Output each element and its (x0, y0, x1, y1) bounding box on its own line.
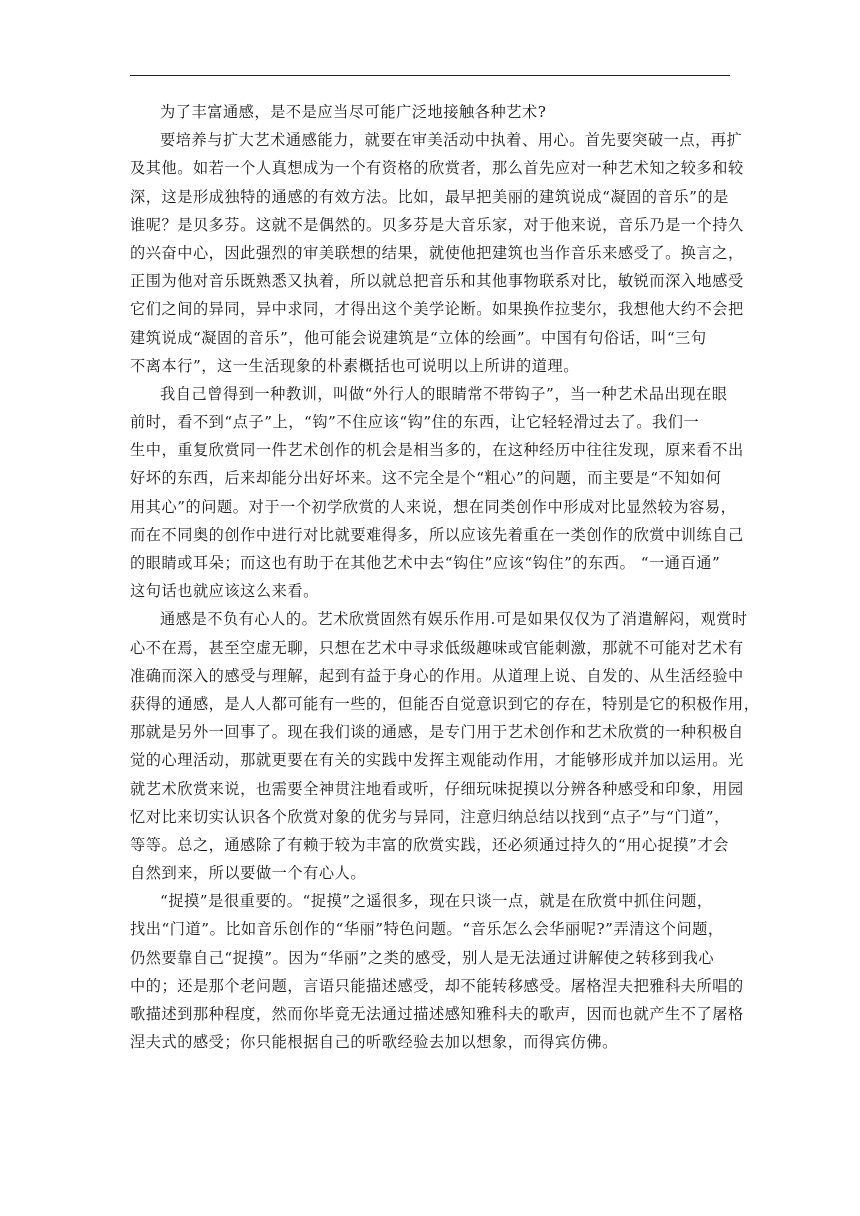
text-line: 涅夫式的感受；你只能根据自己的听歌经验去加以想象，而得宾仿佛。 (130, 1033, 618, 1052)
text-line: 就艺术欣赏来说，也需要全神贯注地看或听，仔细玩味捉摸以分辨各种感受和印象，用园 (130, 779, 744, 798)
text-line: 用其心”的问题。对于一个初学欣赏的人来说，想在同类创作中形成对比显然较为容易， (130, 497, 737, 516)
text-line: 觉的心理活动，那就更要在有关的实践中发挥主观能动作用，才能够形成并加以运用。光 (130, 751, 744, 770)
text-line: 的眼睛或耳朵；而这也有助于在其他艺术中去“钩住”应该“钩住”的东西。 “一通百通” (130, 554, 721, 572)
text-line: 获得的通感，是人人都可能有一些的，但能否自觉意识到它的存在，特别是它的积极作用， (130, 694, 760, 713)
text-line: 歌描述到那种程度，然而你毕竟无法通过描述感知雅科夫的歌声，因而也就产生不了屠格 (130, 1005, 744, 1023)
document-body (130, 98, 760, 1056)
text-line: 建筑说成“凝固的音乐”，他可能会说建筑是“立体的绘画”。中国有句俗话，叫“三句 (130, 328, 707, 347)
text-line: 好坏的东西，后来却能分出好坏来。这不完全是个“粗心”的问题，而主要是“不知如何 (130, 469, 722, 488)
text-line: 那就是另外一回事了。现在我们谈的通感，是专门用于艺术创作和艺术欣赏的一种积极自 (130, 723, 744, 742)
text-line: 等等。总之，通感除了有赖于较为丰富的欣赏实践，还必须通过持久的“用心捉摸”才会 (130, 835, 729, 854)
header-rule (130, 75, 730, 76)
text-line: 及其他。如若一个人真想成为一个有资格的欣赏者，那么首先应对一种艺术知之较多和较 (130, 159, 744, 178)
text-line: 的兴奋中心，因此强烈的审美联想的结果，就使他把建筑也当作音乐来感受了。换言之， (130, 243, 744, 262)
text-line: 心不在焉，甚至空虚无聊，只想在艺术中寻求低级趣味或官能刺激，那就不可能对艺术有 (130, 638, 744, 657)
text-line: 忆对比来切实认识各个欣赏对象的优劣与异同，注意归纳总结以找到“点子”与“门道”， (130, 807, 730, 826)
text-line: 要培养与扩大艺术通感能力，就要在审美活动中执着、用心。首先要突破一点，再扩 (160, 131, 743, 150)
text-line: 中的；还是那个老问题，言语只能描述感受，却不能转移感受。屠格涅夫把雅科夫所唱的 (130, 976, 744, 995)
paragraph (130, 98, 740, 126)
text-line: 找出“门道”。比如音乐创作的“华丽”特色问题。“音乐怎么会华丽呢?”弄清这个问题， (130, 920, 724, 939)
text-line: 而在不同奥的创作中进行对比就要难得多，所以应该先着重在一类创作的欣赏中训练自己 (130, 525, 744, 544)
paragraph (130, 126, 744, 380)
text-line: 为了丰富通感，是不是应当尽可能广泛地接触各种艺术? (160, 103, 547, 121)
paragraph (130, 605, 760, 887)
paragraph (130, 380, 744, 606)
text-line: 前时，看不到“点子”上，“钩”不住应该“钩”住的东西，让它轻轻滑过去了。我们一 (130, 413, 700, 432)
text-line: 仍然要靠自己“捉摸”。因为“华丽”之类的感受，别人是无法通过讲解使之转移到我心 (130, 948, 715, 967)
text-line: 正围为他对音乐既熟悉又执着，所以就总把音乐和其他事物联系对比，敏锐而深入地感受 (130, 272, 744, 291)
text-line: 自然到来，所以要做一个有心人。 (130, 864, 367, 883)
text-line: 谁呢？是贝多芬。这就不是偶然的。贝多芬是大音乐家，对于他来说，音乐乃是一个持久 (130, 215, 744, 234)
text-line: 准确而深入的感受与理解，起到有益于身心的作用。从道理上说、自发的、从生活经验中 (130, 666, 744, 685)
text-line: “捉摸”是很重要的。“捉摸”之遥很多，现在只谈一点，就是在欣赏中抓住问题， (160, 892, 713, 911)
text-line: 生中，重复欣赏同一件艺术创作的机会是相当多的，在这种经历中往往发现，原来看不出 (130, 441, 744, 460)
text-line: 通感是不负有心人的。艺术欣赏固然有娱乐作用.可是如果仅仅为了消遣解闷，观赏时 (160, 610, 748, 629)
text-line: 不离本行”，这一生活现象的朴素概括也可说明以上所讲的道理。 (130, 356, 579, 375)
text-line: 我自己曾得到一种教训，叫做“外行人的眼睛常不带钩子”，当一种艺术品出现在眼 (160, 384, 728, 403)
text-line: 这句话也就应该这么来看。 (130, 582, 319, 601)
text-line: 它们之间的异同，异中求同，才得出这个美学论断。如果换作拉斐尔，我想他大约不会把 (130, 300, 744, 319)
text-line: 深，这是形成独特的通感的有效方法。比如，最早把美丽的建筑说成“凝固的音乐”的是 (130, 187, 729, 206)
paragraph (130, 887, 744, 1056)
